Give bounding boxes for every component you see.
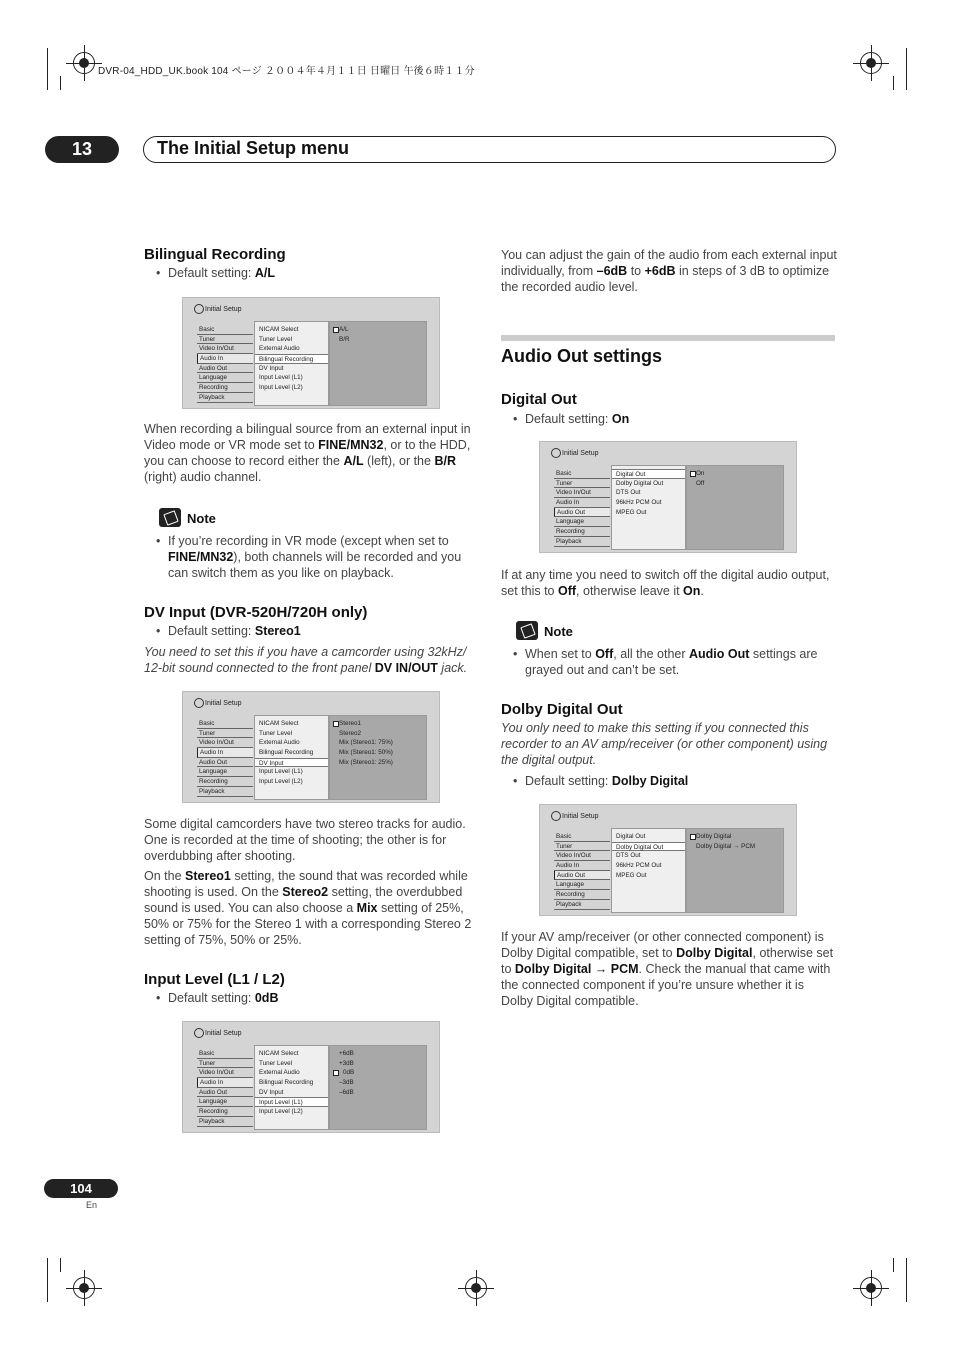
dolby-heading: Dolby Digital Out <box>501 701 623 718</box>
options-list <box>686 465 784 550</box>
menu-item[interactable]: Audio Out <box>197 364 253 374</box>
crop-mark <box>906 1258 907 1302</box>
registration-mark <box>465 1277 487 1299</box>
disc-icon <box>551 811 561 821</box>
menu-item[interactable]: Recording <box>197 383 253 393</box>
menu-list <box>197 1049 253 1127</box>
menu-item[interactable]: Audio Out <box>197 758 253 768</box>
menu-item[interactable]: Playback <box>554 900 610 910</box>
crop-mark <box>47 1258 48 1302</box>
submenu-item[interactable]: MPEG Out <box>616 871 647 879</box>
digital-out-paragraph: If at any time you need to switch off the digital audio output, set this to Off, otherwise leave it On. <box>501 568 830 598</box>
dolby-default: • Default setting: Dolby Digital <box>511 773 688 789</box>
input-level-heading: Input Level (L1 / L2) <box>144 971 285 988</box>
menu-item[interactable]: Playback <box>197 787 253 797</box>
submenu-item[interactable]: Input Level (L1) <box>259 374 303 382</box>
menu-item[interactable]: Audio In <box>197 748 253 758</box>
option-item[interactable]: A/L <box>330 325 426 335</box>
submenu-item[interactable]: Input Level (L2) <box>259 1108 303 1116</box>
option-item[interactable]: Mix (Stereo1: 50%) <box>339 749 393 757</box>
section-divider <box>501 335 835 341</box>
option-item[interactable]: Stereo1 <box>330 719 426 729</box>
option-item[interactable]: Mix (Stereo1: 25%) <box>339 758 393 766</box>
submenu-item[interactable]: NICAM Select <box>259 720 299 727</box>
options-list <box>329 321 427 406</box>
options-list <box>329 715 427 800</box>
menu-item[interactable]: Tuner <box>554 842 610 852</box>
menu-item[interactable]: Language <box>197 1097 253 1107</box>
dolby-italic: You only need to make this setting if you connected this recorder to an AV amp/receiver (or other component) using the digital output. <box>501 721 828 767</box>
submenu-item[interactable]: DV Input <box>259 1088 284 1096</box>
option-item[interactable]: +6dB <box>339 1050 354 1057</box>
menu-item[interactable]: Video In/Out <box>197 1068 253 1078</box>
menu-item[interactable]: Video In/Out <box>197 344 253 354</box>
dv-input-paragraph-2: On the Stereo1 setting, the sound that was recorded while shooting is used. On the Stereo2 setting, the overdubbed sound is used. You can also choose a Mix setting of 25%, 50% or 75% for the Stereo 1 with a corresponding Stereo 2 setting of 75%, 50% or 25%. <box>144 869 472 947</box>
note-icon <box>159 508 181 527</box>
menu-item[interactable]: Audio In <box>197 1078 253 1088</box>
menu-list <box>554 832 610 910</box>
submenu-list <box>254 321 329 406</box>
submenu-item[interactable]: Input Level (L2) <box>259 384 303 392</box>
menu-item[interactable]: Tuner <box>197 335 253 345</box>
submenu-item[interactable]: Tuner Level <box>259 1059 293 1067</box>
menu-list <box>197 719 253 797</box>
bilingual-heading: Bilingual Recording <box>144 246 286 263</box>
crop-mark <box>893 76 894 90</box>
menu-item[interactable]: Tuner <box>197 729 253 739</box>
screen-title: Initial Setup <box>205 700 242 707</box>
submenu-item[interactable]: Input Level (L1) <box>255 1097 328 1107</box>
option-item[interactable]: Mix (Stereo1: 75%) <box>339 739 393 747</box>
submenu-item[interactable]: Digital Out <box>612 469 685 479</box>
menu-item[interactable]: Audio In <box>554 861 610 871</box>
note-label: Note <box>544 624 573 639</box>
input-level-default: • Default setting: 0dB <box>154 990 278 1006</box>
menu-item[interactable]: Recording <box>197 1107 253 1117</box>
menu-item[interactable]: Basic <box>197 325 253 335</box>
dolby-setup-screen <box>539 804 797 916</box>
menu-item[interactable]: Video In/Out <box>197 738 253 748</box>
file-info-line: DVR-04_HDD_UK.book 104 ページ ２００４年４月１１日 日曜日 午後６時１１分 <box>98 66 475 77</box>
bilingual-setup-screen <box>182 297 440 409</box>
registration-mark <box>73 52 95 74</box>
option-item[interactable]: Off <box>696 479 705 487</box>
dv-input-default: • Default setting: Stereo1 <box>154 623 301 639</box>
submenu-item[interactable]: Bilingual Recording <box>259 749 314 757</box>
menu-item[interactable]: Basic <box>554 832 610 842</box>
crop-mark <box>47 48 48 90</box>
option-item[interactable]: –6dB <box>339 1088 354 1096</box>
submenu-item[interactable]: Dolby Digital Out <box>612 842 685 852</box>
menu-item[interactable]: Audio Out <box>197 1088 253 1098</box>
submenu-list <box>254 715 329 800</box>
language-code: En <box>86 1200 98 1210</box>
digital-out-default: • Default setting: On <box>511 411 629 427</box>
crop-mark <box>893 1258 894 1272</box>
menu-item[interactable]: Basic <box>197 1049 253 1059</box>
submenu-item[interactable]: Dolby Digital Out <box>616 479 664 487</box>
option-item[interactable]: –3dB <box>339 1079 354 1087</box>
option-item[interactable]: Dolby Digital → PCM <box>696 842 756 850</box>
section-title: Audio Out settings <box>501 346 662 366</box>
menu-item[interactable]: Recording <box>197 777 253 787</box>
submenu-item[interactable]: MPEG Out <box>616 508 647 516</box>
submenu-item[interactable]: Digital Out <box>616 833 646 840</box>
submenu-item[interactable]: NICAM Select <box>259 326 299 333</box>
chapter-title: The Initial Setup menu <box>157 138 350 158</box>
submenu-item[interactable]: Bilingual Recording <box>259 1079 314 1087</box>
digital-out-setup-screen <box>539 441 797 553</box>
dv-input-italic: You need to set this if you have a camcorder using 32kHz/ 12-bit sound connected to the front panel DV IN/OUT jack. <box>144 645 468 675</box>
screen-title: Initial Setup <box>205 306 242 313</box>
disc-icon <box>194 698 204 708</box>
menu-item[interactable]: Language <box>197 767 253 777</box>
menu-item[interactable]: Playback <box>197 1117 253 1127</box>
submenu-item[interactable]: Bilingual Recording <box>255 354 328 364</box>
disc-icon <box>551 448 561 458</box>
submenu-item[interactable]: 96kHz PCM Out <box>616 862 662 870</box>
menu-item[interactable]: Playback <box>554 537 610 547</box>
menu-item[interactable]: Basic <box>197 719 253 729</box>
digital-out-heading: Digital Out <box>501 391 577 408</box>
menu-item[interactable]: Tuner <box>197 1059 253 1069</box>
input-level-intro: You can adjust the gain of the audio from each external input individually, from –6dB to +6dB in steps of 3 dB to optimize the recorded audio level. <box>501 248 837 294</box>
option-item[interactable]: On <box>687 469 783 479</box>
submenu-item[interactable]: DTS Out <box>616 852 641 860</box>
dolby-paragraph: If your AV amp/receiver (or other connected component) is Dolby Digital compatible, set to Dolby Digital, otherwise set to Dolby Digital → PCM. Check the manual that came with the connected component if you’re unsure whether it is Dolby Digital compatible. <box>501 930 834 1008</box>
submenu-list <box>611 465 686 550</box>
option-item[interactable]: 0dB <box>330 1068 426 1078</box>
submenu-item[interactable]: NICAM Select <box>259 1050 299 1057</box>
menu-item[interactable]: Video In/Out <box>554 851 610 861</box>
submenu-item[interactable]: DTS Out <box>616 489 641 497</box>
bilingual-note: • If you’re recording in VR mode (except when set to FINE/MN32), both channels will be recorded and you can switch them as you like on playback. <box>154 533 480 581</box>
menu-item[interactable]: Tuner <box>554 479 610 489</box>
option-item[interactable]: Stereo2 <box>339 729 362 737</box>
submenu-item[interactable]: DV Input <box>255 758 328 768</box>
menu-item[interactable]: Audio In <box>554 498 610 508</box>
menu-item[interactable]: Audio Out <box>554 871 610 881</box>
submenu-item[interactable]: External Audio <box>259 345 300 353</box>
screen-title: Initial Setup <box>562 813 599 820</box>
menu-item[interactable]: Basic <box>554 469 610 479</box>
note-label: Note <box>187 511 216 526</box>
options-list <box>329 1045 427 1130</box>
submenu-item[interactable]: External Audio <box>259 1069 300 1077</box>
dv-input-heading: DV Input (DVR-520H/720H only) <box>144 604 368 621</box>
submenu-item[interactable]: Input Level (L2) <box>259 778 303 786</box>
submenu-item[interactable]: External Audio <box>259 739 300 747</box>
menu-item[interactable]: Audio Out <box>554 508 610 518</box>
screen-title: Initial Setup <box>205 1030 242 1037</box>
submenu-item[interactable]: Tuner Level <box>259 335 293 343</box>
submenu-item[interactable]: Input Level (L1) <box>259 768 303 776</box>
option-item[interactable]: Dolby Digital <box>687 832 783 842</box>
submenu-item[interactable]: 96kHz PCM Out <box>616 499 662 507</box>
submenu-item[interactable]: DV Input <box>259 364 284 372</box>
screen-title: Initial Setup <box>562 450 599 457</box>
submenu-list <box>254 1045 329 1130</box>
crop-mark <box>906 48 907 90</box>
registration-mark <box>860 1277 882 1299</box>
options-list <box>686 828 784 913</box>
dv-input-setup-screen <box>182 691 440 803</box>
menu-item[interactable]: Audio In <box>197 354 253 364</box>
crop-mark <box>60 76 61 90</box>
disc-icon <box>194 304 204 314</box>
bilingual-default: • Default setting: A/L <box>154 265 275 281</box>
menu-list <box>197 325 253 403</box>
menu-item[interactable]: Playback <box>197 393 253 403</box>
menu-item[interactable]: Language <box>197 373 253 383</box>
disc-icon <box>194 1028 204 1038</box>
digital-out-note: • When set to Off, all the other Audio Out settings are grayed out and can’t be set. <box>511 646 837 678</box>
option-item[interactable]: B/R <box>339 335 350 343</box>
note-icon <box>516 621 538 640</box>
page-number: 104 <box>44 1179 118 1198</box>
submenu-list <box>611 828 686 913</box>
menu-item[interactable]: Video In/Out <box>554 488 610 498</box>
menu-item[interactable]: Language <box>554 880 610 890</box>
menu-item[interactable]: Recording <box>554 890 610 900</box>
registration-mark <box>860 52 882 74</box>
dv-input-paragraph-1: Some digital camcorders have two stereo tracks for audio. One is recorded at the time of shooting; the other is for overdubbing after shooting. <box>144 817 466 863</box>
menu-item[interactable]: Recording <box>554 527 610 537</box>
input-level-setup-screen <box>182 1021 440 1133</box>
submenu-item[interactable]: Tuner Level <box>259 729 293 737</box>
bilingual-paragraph: When recording a bilingual source from an external input in Video mode or VR mode set to FINE/MN32, or to the HDD, you can choose to record either the A/L (left), or the B/R (right) audio channel. <box>144 422 471 484</box>
menu-list <box>554 469 610 547</box>
chapter-number: 13 <box>45 136 119 163</box>
menu-item[interactable]: Language <box>554 517 610 527</box>
option-item[interactable]: +3dB <box>339 1059 354 1067</box>
registration-mark <box>73 1277 95 1299</box>
crop-mark <box>60 1258 61 1272</box>
